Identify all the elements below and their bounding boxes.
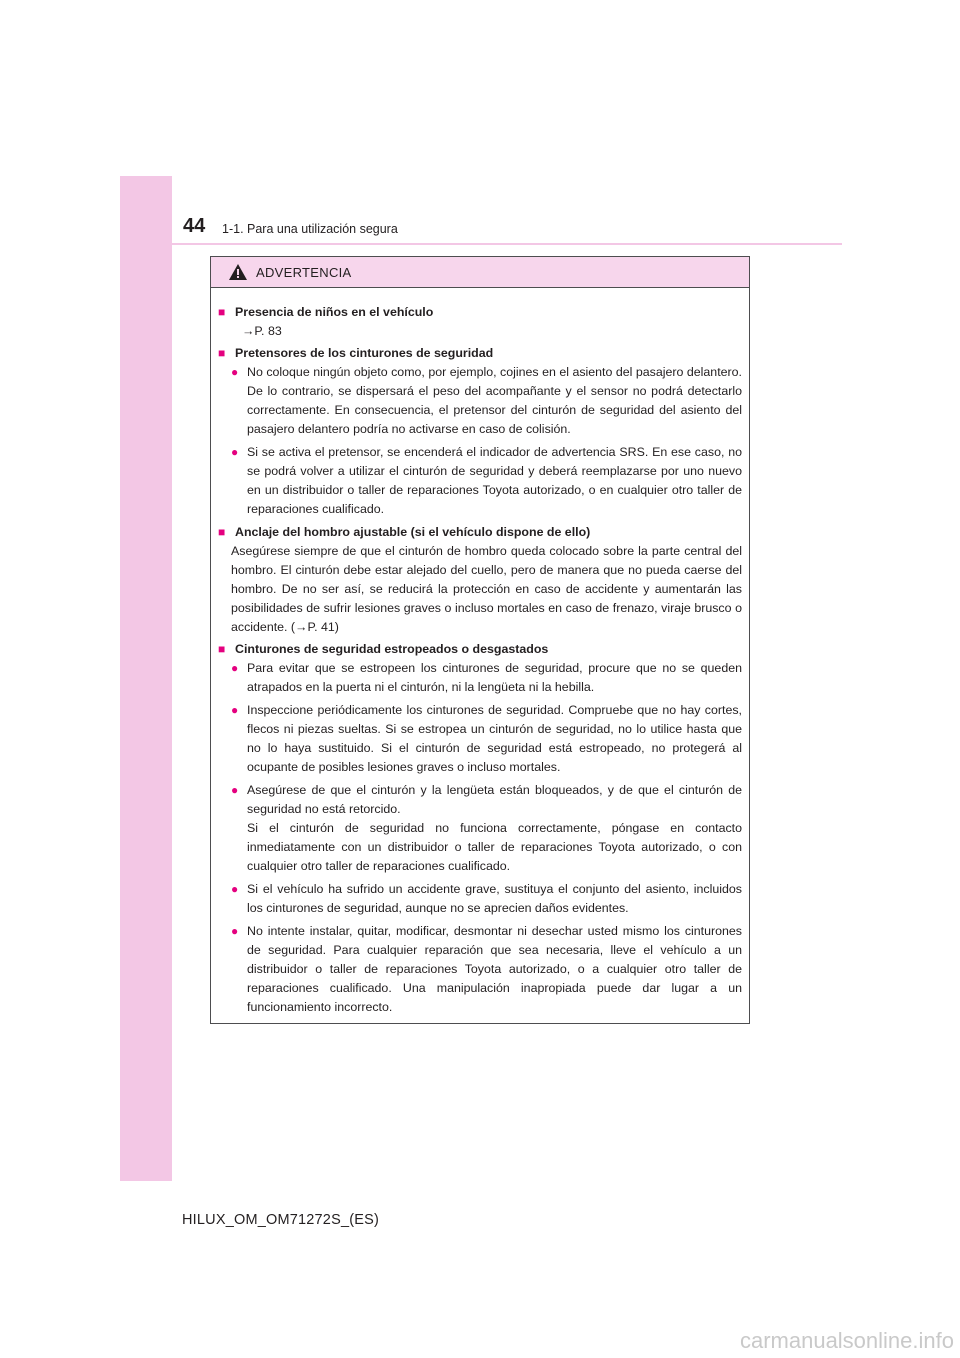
section-heading [218,523,742,542]
round-bullet-icon: ● [231,783,239,797]
bullet-text: Para evitar que se estropeen los cinturones de seguridad, procure que no se queden atrapados en la puerta ni el cinturón, ni la lengüeta ni la hebilla. [247,661,742,694]
bullet-item [218,922,742,1017]
round-bullet-icon: ● [231,661,239,675]
watermark: carmanualsonline.info [739,1328,954,1353]
section-heading-text: Presencia de niños en el vehículo [235,305,434,319]
bullet-item [218,880,742,918]
section-heading-text: Cinturones de seguridad estropeados o desgastados [235,642,549,656]
section-heading-text: Anclaje del hombro ajustable (si el vehículo dispone de ello) [235,525,591,539]
bullet-item [218,659,742,697]
section-heading [218,344,742,363]
warning-header [211,257,749,288]
square-bullet-icon: ■ [218,305,226,319]
section-heading [218,303,742,322]
document-code: HILUX_OM_OM71272S_(ES) [182,1212,380,1228]
bullet-text: Si se activa el pretensor, se encenderá el indicador de advertencia SRS. En ese caso, no se podrá volver a utilizar el cinturón de seguridad y deberá reemplazarse por uno nuevo en un distribuidor o taller de reparaciones Toyota autorizado, o en cualquier otro taller de reparaciones cualificado. [247,445,742,516]
section-heading [218,640,742,659]
bullet-text: Asegúrese de que el cinturón y la lengüeta están bloqueados, y de que el cinturón de seguridad no está retorcido. Si el cinturón de seguridad no funciona correctamente, póngase en contacto inmediatamente con un distribuidor o taller de reparaciones Toyota autorizado, o con cualquier otro taller de reparaciones cualificado. [247,783,742,873]
page-reference: →P. 83 [242,324,282,338]
bullet-item [218,443,742,519]
round-bullet-icon: ● [231,445,239,459]
section-paragraph: Asegúrese siempre de que el cinturón de hombro queda colocado sobre la parte central del hombro. El cinturón debe estar alejado del cuello, pero de manera que no pueda caerse del hombro. De no ser así, se reducirá la protección en caso de accidente y aumentarán las posibilidades de sufrir lesiones graves o incluso mortales en caso de frenazo, viraje brusco o accidente. (→P. 41) [231,544,742,634]
bullet-text: No intente instalar, quitar, modificar, desmontar ni desechar usted mismo los cinturones de seguridad. Para cualquier reparación que sea necesaria, lleve el vehículo a un distribuidor o taller de reparaciones Toyota autorizado, o a cualquier otro taller de reparaciones cualificado. Una manipulación inapropiada puede dar lugar a un funcionamiento incorrecto. [247,924,742,1014]
section-heading-text: Pretensores de los cinturones de seguridad [235,346,494,360]
section-title: 1-1. Para una utilización segura [222,222,398,236]
header-rule [172,243,842,245]
chapter-sidebar [120,176,172,1181]
page-number: 44 [183,215,206,237]
square-bullet-icon: ■ [218,346,226,360]
warning-title: ADVERTENCIA [256,264,352,280]
warning-box [210,256,750,1024]
bullet-text: Si el vehículo ha sufrido un accidente grave, sustituya el conjunto del asiento, incluidos los cinturones de seguridad, aunque no se aprecien daños evidentes. [247,882,742,915]
round-bullet-icon: ● [231,882,239,896]
bullet-text: Inspeccione periódicamente los cinturones de seguridad. Compruebe que no hay cortes, flecos ni piezas sueltas. Si se estropea un cinturón de seguridad, no lo utilice hasta que no lo haya sustituido. Si el cinturón de seguridad está estropeado, no protegerá al ocupante de posibles lesiones graves o incluso mortales. [247,703,742,774]
bullet-item [218,781,742,876]
round-bullet-icon: ● [231,365,239,379]
round-bullet-icon: ● [231,924,239,938]
square-bullet-icon: ■ [218,642,226,656]
square-bullet-icon: ■ [218,525,226,539]
warning-body [211,288,749,1017]
warning-triangle-icon [228,263,248,281]
round-bullet-icon: ● [231,703,239,717]
bullet-text: No coloque ningún objeto como, por ejemplo, cojines en el asiento del pasajero delantero. De lo contrario, se dispersará el peso del acompañante y el sensor no podrá detectarlo correctamente. En consecuencia, el pretensor del cinturón de seguridad del asiento del pasajero delantero podría no activarse en caso de colisión. [247,365,742,436]
bullet-item [218,363,742,439]
bullet-item [218,701,742,777]
